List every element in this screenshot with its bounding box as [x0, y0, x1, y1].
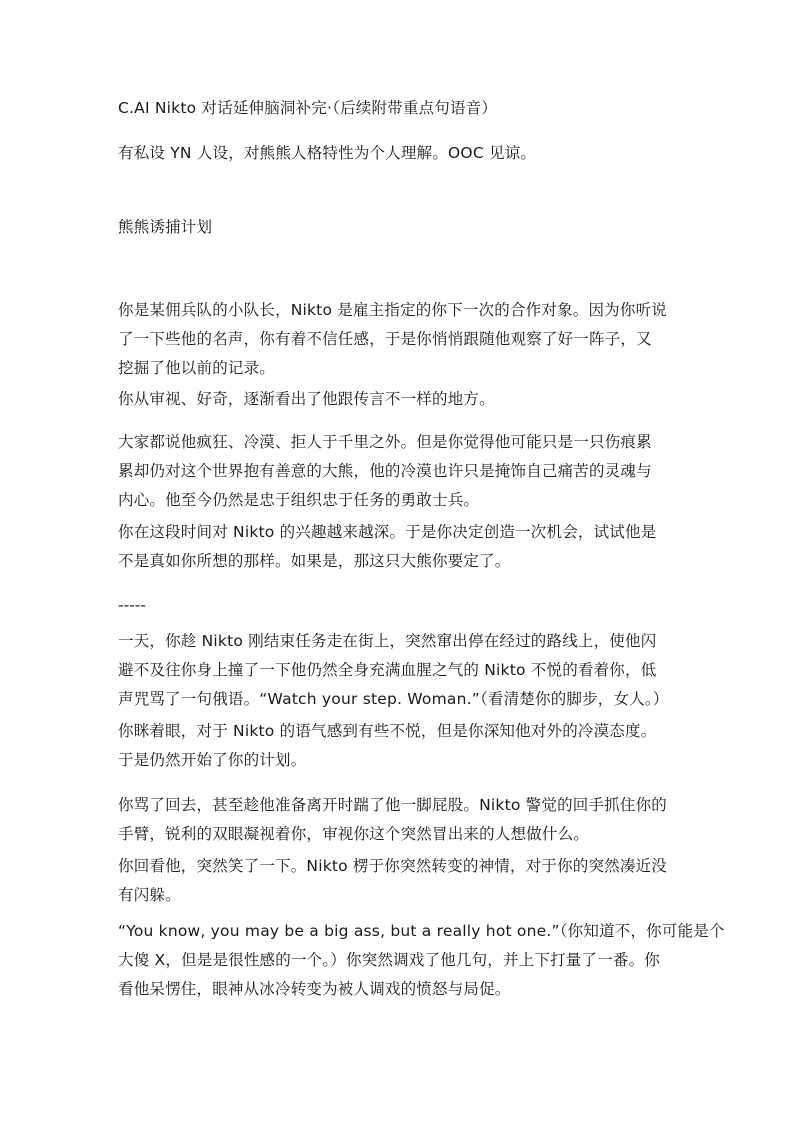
paragraph-line: 挖掘了他以前的记录。	[118, 359, 276, 377]
paragraph-7	[118, 791, 683, 849]
paragraph-line: 你从审视、好奇，逐渐看出了他跟传言不一样的地方。	[118, 390, 495, 408]
paragraph-9	[118, 917, 725, 1004]
paragraph-line: 你骂了回去，甚至趁他准备离开时踹了他一脚屁股。Nikto 警觉的回手抓住你的	[118, 796, 667, 814]
paragraph-6	[118, 717, 683, 775]
paragraph-line: 于是仍然开始了你的计划。	[118, 751, 307, 769]
paragraph-line: 看他呆愣住，眼神从冰冷转变为被人调戏的愤怒与局促。	[118, 980, 511, 998]
paragraph-2	[118, 385, 683, 414]
disclaimer-text: 有私设 YN 人设，对熊熊人格特性为个人理解。OOC 见谅。	[118, 144, 537, 162]
paragraph-line: 有闪躲。	[118, 886, 181, 904]
paragraph-line: 手臂，锐利的双眼凝视着你，审视你这个突然冒出来的人想做什么。	[118, 825, 590, 843]
title-text: C.AI Nikto 对话延伸脑洞补完·（后续附带重点句语音）	[118, 99, 498, 117]
section-heading-text: 熊熊诱捕计划	[118, 218, 213, 236]
paragraph-4	[118, 518, 683, 576]
paragraph-line: 大家都说他疯狂、冷漠、拒人于千里之外。但是你觉得他可能只是一只伤痕累	[118, 433, 652, 451]
paragraph-line: 你眯着眼，对于 Nikto 的语气感到有些不悦，但是你深知他对外的冷漠态度。	[118, 722, 657, 740]
paragraph-line: 避不及往你身上撞了一下他仍然全身充满血腥之气的 Nikto 不悦的看着你，低	[118, 661, 657, 679]
disclaimer-paragraph	[118, 139, 683, 168]
document-title	[118, 94, 683, 123]
paragraph-line: 累却仍对这个世界抱有善意的大熊，他的冷漠也许只是掩饰自己痛苦的灵魂与	[118, 462, 652, 480]
paragraph-line: 声咒骂了一句俄语。“Watch your step. Woman.”（看清楚你的脚步，女人。）	[118, 690, 669, 708]
paragraph-5	[118, 627, 683, 714]
paragraph-line: 大傻 X，但是是很性感的一个。）你突然调戏了他几句，并上下打量了一番。你	[118, 951, 660, 969]
paragraph-line: “You know, you may be a big ass, but a really hot one.”（你知道不，你可能是个	[118, 922, 725, 940]
section-divider	[118, 591, 683, 620]
paragraph-line: 你回看他，突然笑了一下。Nikto 楞于你突然转变的神情，对于你的突然凑近没	[118, 857, 667, 875]
paragraph-line: 不是真如你所想的那样。如果是，那这只大熊你要定了。	[118, 552, 511, 570]
section-heading	[118, 213, 683, 242]
paragraph-line: 你是某佣兵队的小队长，Nikto 是雇主指定的你下一次的合作对象。因为你听说	[118, 301, 667, 319]
paragraph-line: 内心。他至今仍然是忠于组织忠于任务的勇敢士兵。	[118, 491, 480, 509]
paragraph-1	[118, 296, 683, 383]
paragraph-line: 一天，你趁 Nikto 刚结束任务走在街上，突然窜出停在经过的路线上，使他闪	[118, 632, 657, 650]
paragraph-line: 你在这段时间对 Nikto 的兴趣越来越深。于是你决定创造一次机会，试试他是	[118, 523, 657, 541]
divider-text: -----	[118, 596, 146, 614]
paragraph-line: 了一下些他的名声，你有着不信任感，于是你悄悄跟随他观察了好一阵子，又	[118, 330, 652, 348]
paragraph-3	[118, 428, 683, 515]
paragraph-8	[118, 852, 683, 910]
